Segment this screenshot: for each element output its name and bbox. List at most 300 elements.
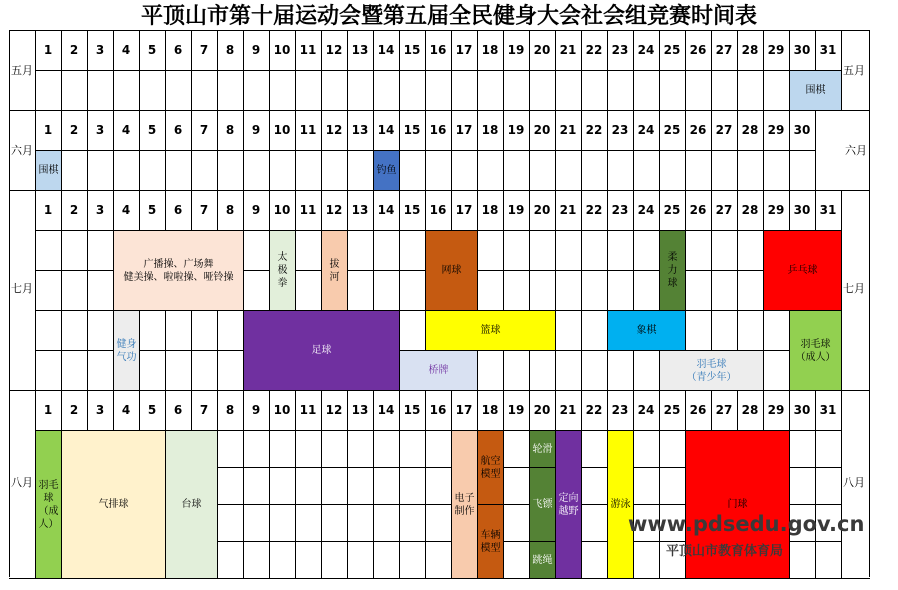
day-cell: [477, 230, 504, 271]
day-cell: [529, 270, 556, 311]
day-cell: [87, 150, 114, 191]
day-cell: [425, 430, 452, 468]
day-header-jun-28: 28: [737, 110, 764, 151]
day-header-jul-2: 2: [61, 190, 88, 231]
event-jul-4: 太 极 拳: [269, 230, 296, 311]
month-label-left: 五月: [11, 64, 33, 77]
event-jun-1: 围棋: [35, 150, 62, 191]
day-cell: [581, 350, 608, 391]
day-cell: [477, 70, 504, 111]
day-cell: [399, 541, 426, 579]
day-cell: [581, 230, 608, 271]
day-cell: [165, 310, 192, 351]
day-header-jul-10: 10: [269, 190, 296, 231]
day-cell: [347, 70, 374, 111]
day-cell: [503, 541, 530, 579]
day-header-jul-16: 16: [425, 190, 452, 231]
event-jul-11: 篮球: [425, 310, 556, 351]
day-cell: [425, 70, 452, 111]
day-header-jun-15: 15: [399, 110, 426, 151]
day-header-jun-3: 3: [87, 110, 114, 151]
day-cell: [685, 150, 712, 191]
day-cell: [659, 430, 686, 468]
day-cell: [581, 150, 608, 191]
day-cell: [555, 70, 582, 111]
day-cell: [243, 504, 270, 542]
event-aug-27: 门球: [685, 430, 790, 579]
day-header-may-6: 6: [165, 30, 192, 71]
grid-right-border: [869, 30, 870, 577]
day-header-aug-15: 15: [399, 390, 426, 431]
event-aug-16: 羽毛 球 （成 人）: [35, 430, 62, 579]
day-header-aug-14: 14: [373, 390, 400, 431]
day-header-jul-18: 18: [477, 190, 504, 231]
day-cell: [529, 230, 556, 271]
day-cell: [191, 350, 218, 391]
day-cell: [399, 150, 426, 191]
day-cell: [789, 541, 816, 579]
event-jul-12: 象棋: [607, 310, 686, 351]
event-jul-9: 健身 气功: [113, 310, 140, 391]
event-jul-13: 羽毛球 （成人）: [789, 310, 842, 391]
day-cell: [763, 70, 790, 111]
day-cell: [321, 150, 348, 191]
day-cell: [347, 430, 374, 468]
day-cell: [685, 270, 712, 311]
month-label-right: 八月: [843, 476, 865, 489]
day-header-jun-12: 12: [321, 110, 348, 151]
day-header-jun-7: 7: [191, 110, 218, 151]
day-header-may-7: 7: [191, 30, 218, 71]
day-cell: [711, 70, 738, 111]
day-header-may-2: 2: [61, 30, 88, 71]
day-header-may-18: 18: [477, 30, 504, 71]
month-label-left: 六月: [11, 144, 33, 157]
day-cell: [399, 430, 426, 468]
day-cell: [555, 310, 582, 351]
day-cell: [581, 270, 608, 311]
day-cell: [581, 467, 608, 505]
day-cell: [321, 70, 348, 111]
day-cell: [425, 150, 452, 191]
day-cell: [165, 350, 192, 391]
day-header-jun-21: 21: [555, 110, 582, 151]
day-header-aug-27: 27: [711, 390, 738, 431]
day-cell: [633, 150, 660, 191]
day-cell: [191, 310, 218, 351]
day-header-aug-1: 1: [35, 390, 62, 431]
day-cell: [555, 270, 582, 311]
day-cell: [243, 150, 270, 191]
day-header-jul-12: 12: [321, 190, 348, 231]
day-header-jul-26: 26: [685, 190, 712, 231]
day-cell: [87, 270, 114, 311]
day-cell: [295, 230, 322, 271]
day-header-aug-22: 22: [581, 390, 608, 431]
day-header-may-22: 22: [581, 30, 608, 71]
day-cell: [399, 310, 426, 351]
event-jul-3: 广播操、广场舞 健美操、啦啦操、哑铃操: [113, 230, 244, 311]
day-cell: [87, 350, 114, 391]
day-header-aug-18: 18: [477, 390, 504, 431]
day-header-jun-20: 20: [529, 110, 556, 151]
day-cell: [581, 430, 608, 468]
day-header-may-26: 26: [685, 30, 712, 71]
day-header-jul-25: 25: [659, 190, 686, 231]
event-aug-19: 电子 制作: [451, 430, 478, 579]
day-header-aug-24: 24: [633, 390, 660, 431]
day-header-aug-17: 17: [451, 390, 478, 431]
day-cell: [529, 350, 556, 391]
day-cell: [633, 230, 660, 271]
day-header-aug-2: 2: [61, 390, 88, 431]
day-header-aug-21: 21: [555, 390, 582, 431]
month-label-left: 七月: [11, 282, 33, 295]
day-header-aug-26: 26: [685, 390, 712, 431]
day-cell: [451, 70, 478, 111]
day-header-jul-7: 7: [191, 190, 218, 231]
day-header-jun-23: 23: [607, 110, 634, 151]
day-header-jun-5: 5: [139, 110, 166, 151]
day-header-jun-6: 6: [165, 110, 192, 151]
month-label-right: 六月: [845, 144, 867, 157]
day-cell: [451, 150, 478, 191]
day-header-may-15: 15: [399, 30, 426, 71]
event-aug-26: 游泳: [607, 430, 634, 579]
day-header-may-5: 5: [139, 30, 166, 71]
day-cell: [581, 504, 608, 542]
day-header-aug-9: 9: [243, 390, 270, 431]
day-cell: [87, 230, 114, 271]
day-cell: [139, 350, 166, 391]
day-cell: [789, 430, 816, 468]
day-header-may-29: 29: [763, 30, 790, 71]
day-cell: [425, 504, 452, 542]
day-cell: [295, 270, 322, 311]
day-cell: [659, 70, 686, 111]
day-cell: [529, 70, 556, 111]
day-header-may-31: 31: [815, 30, 842, 71]
day-cell: [425, 541, 452, 579]
day-header-jun-30: 30: [789, 110, 816, 151]
day-header-may-21: 21: [555, 30, 582, 71]
day-cell: [347, 230, 374, 271]
day-header-aug-12: 12: [321, 390, 348, 431]
day-cell: [217, 430, 244, 468]
day-cell: [139, 150, 166, 191]
day-cell: [269, 430, 296, 468]
day-header-jul-14: 14: [373, 190, 400, 231]
day-cell: [347, 467, 374, 505]
event-jul-5: 拔 河: [321, 230, 348, 311]
day-cell: [295, 541, 322, 579]
event-aug-24: 跳绳: [529, 541, 556, 579]
day-cell: [425, 467, 452, 505]
event-jul-6: 网球: [425, 230, 478, 311]
day-header-may-24: 24: [633, 30, 660, 71]
day-header-jul-21: 21: [555, 190, 582, 231]
day-cell: [763, 350, 790, 391]
day-cell: [243, 270, 270, 311]
day-cell: [503, 467, 530, 505]
day-header-jul-9: 9: [243, 190, 270, 231]
day-cell: [217, 150, 244, 191]
day-header-jun-24: 24: [633, 110, 660, 151]
day-header-may-12: 12: [321, 30, 348, 71]
day-header-may-10: 10: [269, 30, 296, 71]
day-header-may-17: 17: [451, 30, 478, 71]
day-cell: [399, 467, 426, 505]
day-cell: [269, 504, 296, 542]
day-cell: [529, 150, 556, 191]
day-cell: [815, 430, 842, 468]
day-header-jun-26: 26: [685, 110, 712, 151]
day-cell: [711, 310, 738, 351]
day-cell: [243, 467, 270, 505]
day-header-jul-28: 28: [737, 190, 764, 231]
day-cell: [737, 230, 764, 271]
day-header-jul-3: 3: [87, 190, 114, 231]
day-header-jun-2: 2: [61, 110, 88, 151]
day-cell: [321, 541, 348, 579]
month-divider-left: [35, 190, 36, 390]
day-cell: [815, 467, 842, 505]
day-header-jun-10: 10: [269, 110, 296, 151]
event-aug-22: 轮滑: [529, 430, 556, 468]
day-header-jul-27: 27: [711, 190, 738, 231]
day-header-aug-28: 28: [737, 390, 764, 431]
event-jun-2: 钓鱼: [373, 150, 400, 191]
day-cell: [581, 310, 608, 351]
day-cell: [607, 350, 634, 391]
day-cell: [35, 230, 62, 271]
day-header-jul-6: 6: [165, 190, 192, 231]
day-cell: [477, 150, 504, 191]
day-cell: [61, 70, 88, 111]
day-cell: [165, 70, 192, 111]
day-cell: [659, 467, 686, 505]
day-cell: [269, 70, 296, 111]
day-cell: [295, 70, 322, 111]
day-cell: [711, 230, 738, 271]
day-cell: [399, 270, 426, 311]
day-header-aug-20: 20: [529, 390, 556, 431]
day-cell: [347, 541, 374, 579]
day-cell: [217, 350, 244, 391]
day-header-jun-13: 13: [347, 110, 374, 151]
day-header-aug-7: 7: [191, 390, 218, 431]
day-header-jun-17: 17: [451, 110, 478, 151]
day-cell: [633, 541, 660, 579]
grid-left-border: [9, 30, 10, 577]
day-header-may-13: 13: [347, 30, 374, 71]
day-cell: [737, 270, 764, 311]
day-cell: [659, 150, 686, 191]
day-header-may-1: 1: [35, 30, 62, 71]
event-jul-7: 柔 力 球: [659, 230, 686, 311]
day-cell: [87, 70, 114, 111]
day-header-jul-23: 23: [607, 190, 634, 231]
day-cell: [503, 70, 530, 111]
day-header-may-11: 11: [295, 30, 322, 71]
day-cell: [503, 430, 530, 468]
day-cell: [503, 230, 530, 271]
day-cell: [347, 270, 374, 311]
day-cell: [373, 230, 400, 271]
day-header-jun-29: 29: [763, 110, 790, 151]
day-cell: [399, 70, 426, 111]
day-cell: [243, 541, 270, 579]
day-cell: [217, 70, 244, 111]
day-cell: [685, 70, 712, 111]
day-cell: [35, 270, 62, 311]
day-header-aug-13: 13: [347, 390, 374, 431]
event-aug-21: 车辆 模型: [477, 504, 504, 579]
day-cell: [789, 467, 816, 505]
day-cell: [61, 270, 88, 311]
day-header-jul-29: 29: [763, 190, 790, 231]
day-header-jul-20: 20: [529, 190, 556, 231]
event-jul-15: 羽毛球 （青少年）: [659, 350, 764, 391]
day-cell: [633, 430, 660, 468]
day-cell: [217, 467, 244, 505]
day-cell: [555, 150, 582, 191]
day-header-jun-19: 19: [503, 110, 530, 151]
day-cell: [633, 350, 660, 391]
day-cell: [191, 150, 218, 191]
month-label-right: 七月: [843, 282, 865, 295]
day-header-aug-19: 19: [503, 390, 530, 431]
day-cell: [373, 70, 400, 111]
day-header-aug-25: 25: [659, 390, 686, 431]
day-cell: [607, 270, 634, 311]
watermark-url: www.pdsedu.gov.cn: [628, 512, 865, 536]
day-header-jul-24: 24: [633, 190, 660, 231]
day-cell: [607, 70, 634, 111]
watermark-org: 平顶山市教育体育局: [666, 544, 784, 559]
day-cell: [399, 504, 426, 542]
day-cell: [373, 467, 400, 505]
day-cell: [61, 230, 88, 271]
day-cell: [243, 70, 270, 111]
day-cell: [35, 310, 62, 351]
day-cell: [269, 541, 296, 579]
event-aug-17: 气排球: [61, 430, 166, 579]
day-cell: [243, 430, 270, 468]
day-cell: [295, 150, 322, 191]
day-header-may-8: 8: [217, 30, 244, 71]
day-header-jul-5: 5: [139, 190, 166, 231]
day-header-aug-5: 5: [139, 390, 166, 431]
day-header-aug-29: 29: [763, 390, 790, 431]
day-cell: [35, 350, 62, 391]
day-header-may-16: 16: [425, 30, 452, 71]
day-cell: [217, 504, 244, 542]
day-cell: [581, 70, 608, 111]
day-header-may-14: 14: [373, 30, 400, 71]
day-cell: [295, 467, 322, 505]
day-cell: [399, 230, 426, 271]
day-cell: [321, 467, 348, 505]
day-cell: [711, 270, 738, 311]
day-cell: [295, 430, 322, 468]
day-header-aug-16: 16: [425, 390, 452, 431]
day-header-jun-8: 8: [217, 110, 244, 151]
day-header-may-4: 4: [113, 30, 140, 71]
event-aug-18: 台球: [165, 430, 218, 579]
day-header-jul-4: 4: [113, 190, 140, 231]
day-header-jun-25: 25: [659, 110, 686, 151]
day-cell: [503, 350, 530, 391]
day-header-jun-1: 1: [35, 110, 62, 151]
day-cell: [607, 230, 634, 271]
day-header-jul-30: 30: [789, 190, 816, 231]
event-aug-23: 飞镖: [529, 467, 556, 542]
day-cell: [347, 504, 374, 542]
day-cell: [555, 230, 582, 271]
day-cell: [243, 230, 270, 271]
day-cell: [373, 541, 400, 579]
day-header-may-3: 3: [87, 30, 114, 71]
day-cell: [295, 504, 322, 542]
day-cell: [35, 70, 62, 111]
day-cell: [373, 270, 400, 311]
day-cell: [581, 541, 608, 579]
day-cell: [503, 504, 530, 542]
day-header-jun-14: 14: [373, 110, 400, 151]
event-jul-10: 足球: [243, 310, 400, 391]
day-cell: [685, 230, 712, 271]
day-cell: [737, 310, 764, 351]
event-aug-25: 定向 越野: [555, 430, 582, 579]
day-cell: [113, 70, 140, 111]
day-cell: [87, 310, 114, 351]
day-header-jun-27: 27: [711, 110, 738, 151]
day-cell: [763, 310, 790, 351]
event-jul-8: 乒乓球: [763, 230, 842, 311]
month-divider-left: [35, 30, 36, 110]
event-may-0: 围棋: [789, 70, 842, 111]
event-aug-20: 航空 模型: [477, 430, 504, 505]
day-cell: [191, 70, 218, 111]
day-cell: [217, 541, 244, 579]
day-cell: [503, 150, 530, 191]
day-header-aug-3: 3: [87, 390, 114, 431]
day-header-jun-4: 4: [113, 110, 140, 151]
day-header-may-23: 23: [607, 30, 634, 71]
day-header-may-30: 30: [789, 30, 816, 71]
day-cell: [269, 467, 296, 505]
day-cell: [607, 150, 634, 191]
day-header-aug-11: 11: [295, 390, 322, 431]
day-cell: [477, 270, 504, 311]
day-cell: [217, 310, 244, 351]
day-header-may-25: 25: [659, 30, 686, 71]
day-cell: [347, 150, 374, 191]
day-header-jul-17: 17: [451, 190, 478, 231]
day-header-jul-19: 19: [503, 190, 530, 231]
day-cell: [503, 270, 530, 311]
day-cell: [815, 541, 842, 579]
day-cell: [269, 150, 296, 191]
day-header-aug-23: 23: [607, 390, 634, 431]
day-header-jun-11: 11: [295, 110, 322, 151]
day-header-may-9: 9: [243, 30, 270, 71]
day-header-jul-1: 1: [35, 190, 62, 231]
day-header-aug-6: 6: [165, 390, 192, 431]
page-title: 平顶山市第十届运动会暨第五届全民健身大会社会组竞赛时间表: [140, 4, 757, 29]
month-label-left: 八月: [11, 476, 33, 489]
